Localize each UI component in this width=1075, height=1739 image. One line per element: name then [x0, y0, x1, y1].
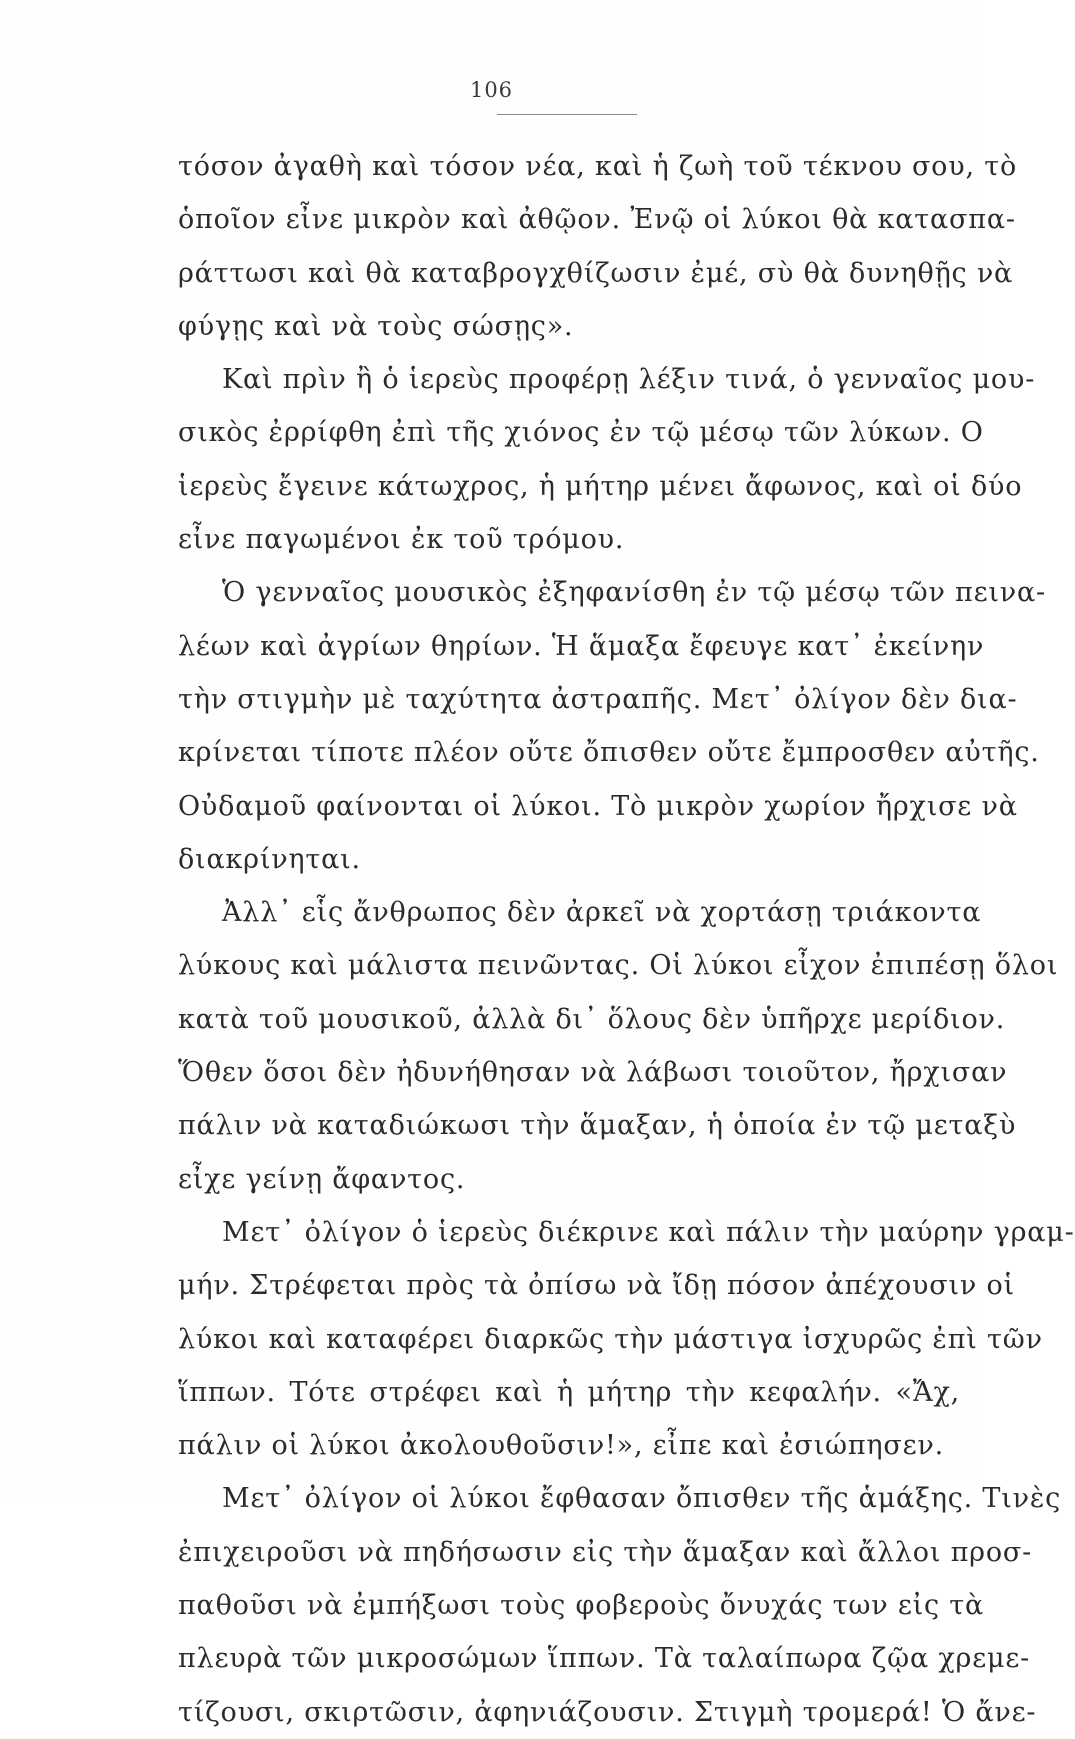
text-line: μήν. Στρέφεται πρὸς τὰ ὀπίσω νὰ ἴδῃ πόσον ἀπέχουσιν οἱ — [178, 1270, 1015, 1302]
body-text — [178, 140, 1075, 1739]
text-line: Οὐδαμοῦ φαίνονται οἱ λύκοι. Τὸ μικρὸν χωρίον ἤρχισε νὰ — [178, 790, 1018, 822]
header-rule — [497, 114, 637, 115]
text-line: Ὅθεν ὅσοι δὲν ἠδυνήθησαν νὰ λάβωσι τοιοῦτον, ἤρχισαν — [178, 1057, 1008, 1089]
page-number: 106 — [469, 78, 514, 102]
text-line: φύγῃς καὶ νὰ τοὺς σώσῃς». — [178, 310, 574, 342]
text-line: κατὰ τοῦ μουσικοῦ, ἀλλὰ δι᾽ ὅλους δὲν ὑπῆρχε μερίδιον. — [178, 1003, 1006, 1035]
text-line: διακρίνηται. — [178, 843, 361, 875]
text-line: λύκους καὶ μάλιστα πεινῶντας. Οἱ λύκοι εἶχον ἐπιπέσῃ ὅλοι — [178, 950, 1059, 982]
text-line: εἶνε παγωμένοι ἐκ τοῦ τρόμου. — [178, 524, 625, 556]
text-line: Ὁ γενναῖος μουσικὸς ἐξηφανίσθη ἐν τῷ μέσῳ τῶν πεινα- — [222, 577, 1046, 609]
text-line: ἱερεὺς ἔγεινε κάτωχρος, ἡ μήτηρ μένει ἄφωνος, καὶ οἱ δύο — [178, 470, 1023, 502]
text-line: Ἀλλ᾽ εἷς ἄνθρωπος δὲν ἀρκεῖ νὰ χορτάσῃ τριάκοντα — [222, 897, 982, 929]
text-line: ἐπιχειροῦσι νὰ πηδήσωσιν εἰς τὴν ἅμαξαν καὶ ἄλλοι προσ- — [178, 1536, 1033, 1568]
text-line: τόσον ἀγαθὴ καὶ τόσον νέα, καὶ ἡ ζωὴ τοῦ τέκνου σου, τὸ — [178, 151, 1017, 182]
text-line: ὁποῖον εἶνε μικρὸν καὶ ἀθῷον. Ἐνῷ οἱ λύκοι θὰ κατασπα- — [178, 204, 1016, 236]
text-line: τὴν στιγμὴν μὲ ταχύτητα ἀστραπῆς. Μετ᾽ ὀλίγον δὲν δια- — [178, 683, 1018, 715]
text-line: πάλιν νὰ καταδιώκωσι τὴν ἅμαξαν, ἡ ὁποία ἐν τῷ μεταξὺ — [178, 1110, 1017, 1142]
text-line: παθοῦσι νὰ ἐμπήξωσι τοὺς φοβεροὺς ὄνυχάς των εἰς τὰ — [178, 1590, 985, 1622]
text-line: Μετ᾽ ὀλίγον οἱ λύκοι ἔφθασαν ὄπισθεν τῆς ἁμάξης. Τινὲς — [222, 1483, 1062, 1515]
text-line: ἵππων. Τότε στρέφει καὶ ἡ μήτηρ τὴν κεφαλήν. «Ἄχ, — [178, 1376, 960, 1408]
text-line: κρίνεται τίποτε πλέον οὔτε ὄπισθεν οὔτε ἔμπροσθεν αὐτῆς. — [178, 737, 1040, 769]
text-line: λύκοι καὶ καταφέρει διαρκῶς τὴν μάστιγα ἰσχυρῶς ἐπὶ τῶν — [178, 1323, 1043, 1355]
text-line: Καὶ πρὶν ἢ ὁ ἱερεὺς προφέρῃ λέξιν τινά, ὁ γενναῖος μου- — [222, 364, 1036, 396]
text-line: εἶχε γείνῃ ἄφαντος. — [178, 1163, 466, 1195]
text-line: Μετ᾽ ὀλίγον ὁ ἱερεὺς διέκρινε καὶ πάλιν τὴν μαύρην γραμ- — [222, 1216, 1075, 1248]
text-line: πλευρὰ τῶν μικροσώμων ἵππων. Τὰ ταλαίπωρα ζῷα χρεμε- — [178, 1643, 1031, 1675]
text-line: ράττωσι καὶ θὰ καταβρογχθίζωσιν ἐμέ, σὺ θὰ δυνηθῇς νὰ — [178, 257, 1014, 289]
text-line: πάλιν οἱ λύκοι ἀκολουθοῦσιν!», εἶπε καὶ ἐσιώπησεν. — [178, 1430, 944, 1462]
text-line: τίζουσι, σκιρτῶσιν, ἀφηνιάζουσιν. Στιγμὴ τρομερά! Ὁ ἄνε- — [178, 1696, 1037, 1728]
text-line: λέων καὶ ἀγρίων θηρίων. Ἡ ἅμαξα ἔφευγε κατ᾽ ἐκείνην — [178, 630, 985, 662]
text-line: σικὸς ἐρρίφθη ἐπὶ τῆς χιόνος ἐν τῷ μέσῳ τῶν λύκων. Ο — [178, 417, 984, 449]
